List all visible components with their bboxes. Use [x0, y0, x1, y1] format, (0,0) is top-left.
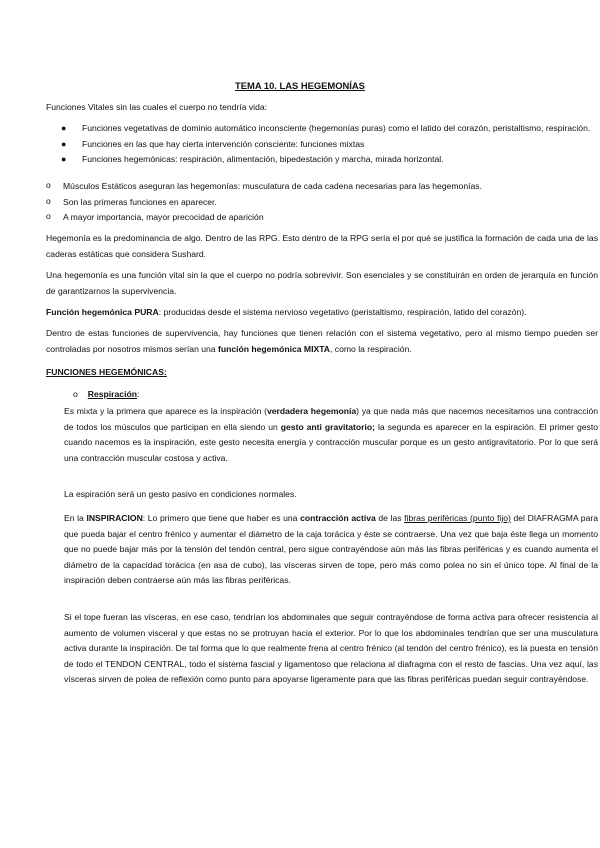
bullet-icon: ● — [61, 154, 67, 164]
funcion-mixta-paragraph: Dentro de estas funciones de supervivencia, hay funciones que tienen relación con el sistema vegetativo, pero al mismo tiempo pueden ser controladas por nosotros mismos serían una función hegemónica MIXTA, como la respiración. — [46, 328, 598, 354]
funcion-pura-paragraph: Función hegemónica PURA: producidas desde el sistema nervioso vegetativo (peristaltismo, respiración, latido del corazón). — [46, 307, 527, 317]
circle-bullet-icon: o — [46, 195, 51, 206]
list-item: o A mayor importancia, mayor precocidad de aparición — [46, 210, 598, 226]
bullet-list — [46, 121, 598, 168]
inspiracion-paragraph: En la INSPIRACION: Lo primero que tiene que haber es una contracción activa de las fibras periféricas (punto fijo) del DIAFRAGMA para que pueda bajar el centro frénico y aumentar el diámetro de la caja torácica y éste se contraerse. Una vez que baja éste llega un momento que no puede bajar más por la tensión del tendón central, pero sigue contrayéndose aún más las fibras periféricas y es cuando aumenta el diámetro de la capacidad torácica (en asa de cubo), las vísceras sirven de tope, pero más como polea no sin el único tope. Al final de la inspiración deben contraerse aún más las fibras periféricas. — [64, 513, 599, 585]
bullet-icon: ● — [61, 123, 67, 133]
section-heading: FUNCIONES HEGEMÓNICAS: — [46, 367, 167, 377]
page-title: TEMA 10. LAS HEGEMONÍAS — [235, 80, 365, 91]
hegemonia-paragraph: Hegemonía es la predominancia de algo. Dentro de las RPG. Esto dentro de la RPG sería el por qué se justifica la formación de cada una de las caderas estáticas que considera Sushard. — [46, 233, 598, 259]
bullet-icon: ● — [61, 138, 67, 149]
circle-list — [46, 179, 598, 226]
intro-paragraph: Funciones Vitales sin las cuales el cuerpo no tendría vida: — [46, 102, 268, 112]
list-item: o Músculos Estáticos aseguran las hegemonías: musculatura de cada cadena necesarias para las hegemonías. — [46, 179, 598, 195]
subsection-heading: o Respiración: — [73, 389, 140, 399]
tope-paragraph: Si el tope fueran las vísceras, en ese caso, tendrían los abdominales que seguir contrayéndose de forma activa para ofrecer resistencia al aumento de volumen visceral y que estas no se protruyan hacia el exterior. Por lo que los abdominales tendrían que ser una musculatura activa durante la inspiración. De tal forma que lo que realmente frena al centro frénico (al tendón del centro frénico), es la puesta en tensión de todo el TENDON CENTRAL, todo el sistema fascial y ligamentoso que relaciona al diafragma con el resto de fascias. Una vez aquí, las vísceras sirven de polea de reflexión como punto para apoyarse ligeramente para que las fibras periféricas puedan seguir contrayéndose. — [64, 612, 598, 684]
list-item: ● Funciones en las que hay cierta intervención consciente: funciones mixtas — [46, 137, 598, 153]
circle-bullet-icon: o — [46, 180, 51, 190]
espiracion-paragraph: La espiración será un gesto pasivo en condiciones normales. — [64, 489, 297, 499]
funcion-vital-paragraph: Una hegemonía es una función vital sin la que el cuerpo no podría sobrevivir. Son esenciales y se constituirán en orden de jerarquía en función de garantizarnos la supervivencia. — [46, 270, 598, 296]
list-item: ● Funciones vegetativas de dominio automático inconsciente (hegemonías puras) como el latido del corazón, peristaltismo, respiración. — [46, 121, 598, 137]
list-item: o Son las primeras funciones en aparecer. — [46, 195, 598, 211]
circle-bullet-icon: o — [73, 389, 78, 399]
list-item: ● Funciones hegemónicas: respiración, alimentación, bipedestación y marcha, mirada horizontal. — [46, 152, 598, 168]
respiracion-paragraph: Es mixta y la primera que aparece es la inspiración (verdadera hegemonía) ya que nada más que nacemos necesitamos una contracción de todos los músculos que participan en ella siendo un gesto anti gravitatorio; la segunda es aparecer en la espiración. El primer gesto cuando nacemos es la inspiración, este gesto necesita energía y contracción muscular porque es un gesto antigravitatorio. Por lo que será una contracción muscular costosa y activa. — [64, 406, 598, 463]
circle-bullet-icon: o — [46, 211, 51, 221]
funcion-pura-label: Función hegemónica PURA — [46, 307, 159, 317]
